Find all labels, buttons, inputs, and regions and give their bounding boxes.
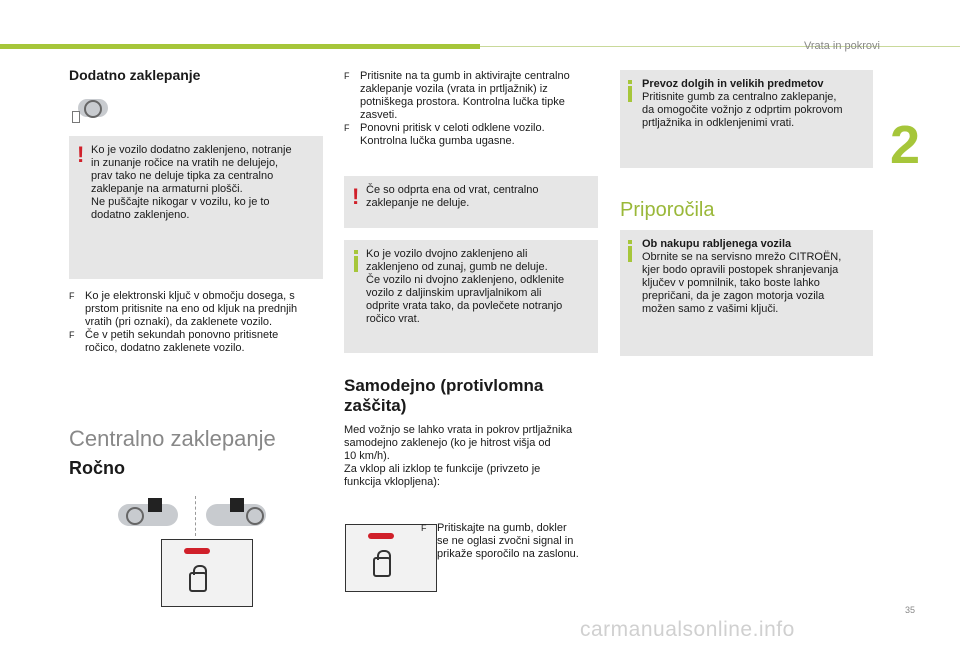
watermark: carmanualsonline.info — [580, 618, 795, 641]
bullet-list-2 — [344, 70, 602, 148]
info-icon — [354, 250, 358, 254]
page-number: 35 — [905, 605, 916, 615]
padlock-icon — [189, 572, 207, 592]
warning-box-open-doors: ! Če so odprta ena od vrat, centralno zaklepanje ne deluje. — [344, 176, 598, 228]
info-box-used-vehicle: Ob nakupu rabljenega vozila Obrnite se na servisno mrežo CITROËN, kjer bodo opravili postopek shranjevanja ključev v pomnilnik, tako boste lahko prepričani, da je zagon motorja vozila možen samo z vašimi ključi. — [620, 230, 873, 356]
header-rule — [480, 46, 960, 47]
indicator-light-icon — [368, 533, 394, 539]
warning-icon: ! — [352, 184, 360, 209]
info-box-transport: Prevoz dolgih in velikih predmetov Pritisnite gumb za centralno zaklepanje, da omogočite vožnjo z odprtim pokrovom prtljažnika in odklenjenimi vrati. — [620, 70, 873, 168]
dashboard-illustration — [118, 496, 278, 536]
padlock-icon — [373, 557, 391, 577]
info-box-button: Ko je vozilo dvojno zaklenjeno ali zaklenjeno od zunaj, gumb ne deluje. Če vozilo ni dvojno zaklenjeno, odklenite vozilo z daljinskim upravljalnikom ali odprite vrata tako, da povlečete notranjo ročico vrat. — [344, 240, 598, 353]
chapter-number: 2 — [890, 115, 921, 175]
dodatno-title: Dodatno zaklepanje — [69, 67, 201, 83]
warning-box-double-lock — [69, 136, 323, 279]
indicator-light-icon — [184, 548, 210, 554]
samodejno-title: Samodejno (protivlomna zaščita) — [344, 376, 544, 415]
list-item: F Pritiskajte na gumb, dokler se ne oglasi zvočni signal in prikaže sporočilo na zaslonu. — [421, 522, 579, 560]
list-item: F Ponovni pritisk v celoti odklene vozilo. Kontrolna lučka gumba ugasne. — [344, 122, 545, 147]
priporocila-title: Priporočila — [620, 199, 715, 221]
info-icon — [628, 240, 632, 244]
header-accent-bar — [0, 44, 480, 49]
centralno-title: Centralno zaklepanje — [69, 426, 276, 451]
warning-icon: ! — [77, 142, 85, 167]
press-instruction — [421, 522, 601, 561]
section-title: Vrata in pokrovi — [803, 40, 880, 52]
samodejno-text: Med vožnjo se lahko vrata in pokrov prtljažnika samodejno zaklenejo (ko je hitrost višja od 10 km/h). Za vklop ali izklop te funkcije (privzeto je funkcija vklopljena): — [344, 424, 573, 488]
rocno-title: Ročno — [69, 458, 125, 478]
list-item: F Ko je elektronski ključ v območju dosega, s prstom pritisnite na eno od kljuk na prednjih vratih (pri oznaki), da zaklenete vozilo. — [69, 290, 298, 328]
info-icon — [628, 80, 632, 84]
bullet-list-1 — [69, 290, 329, 355]
warning-text: Ko je vozilo dodatno zaklenjeno, notranje in zunanje ročice na vratih ne delujejo, prav tako ne deluje tipka za centralno zaklepanje na armaturni plošči. Ne puščajte nikogar v vozilu, ko je to dodatno zaklenjeno. — [91, 144, 292, 221]
list-item: F Če v petih sekundah ponovno pritisnete ročico, dodatno zaklenete vozilo. — [69, 329, 279, 354]
list-item: F Pritisnite na ta gumb in aktivirajte centralno zaklepanje vozila (vrata in prtljažnik) iz potniškega prostora. Kontrolna lučka tipke zasveti. — [344, 70, 570, 121]
central-lock-button[interactable] — [161, 539, 253, 607]
steering-lock-icon — [70, 97, 110, 127]
